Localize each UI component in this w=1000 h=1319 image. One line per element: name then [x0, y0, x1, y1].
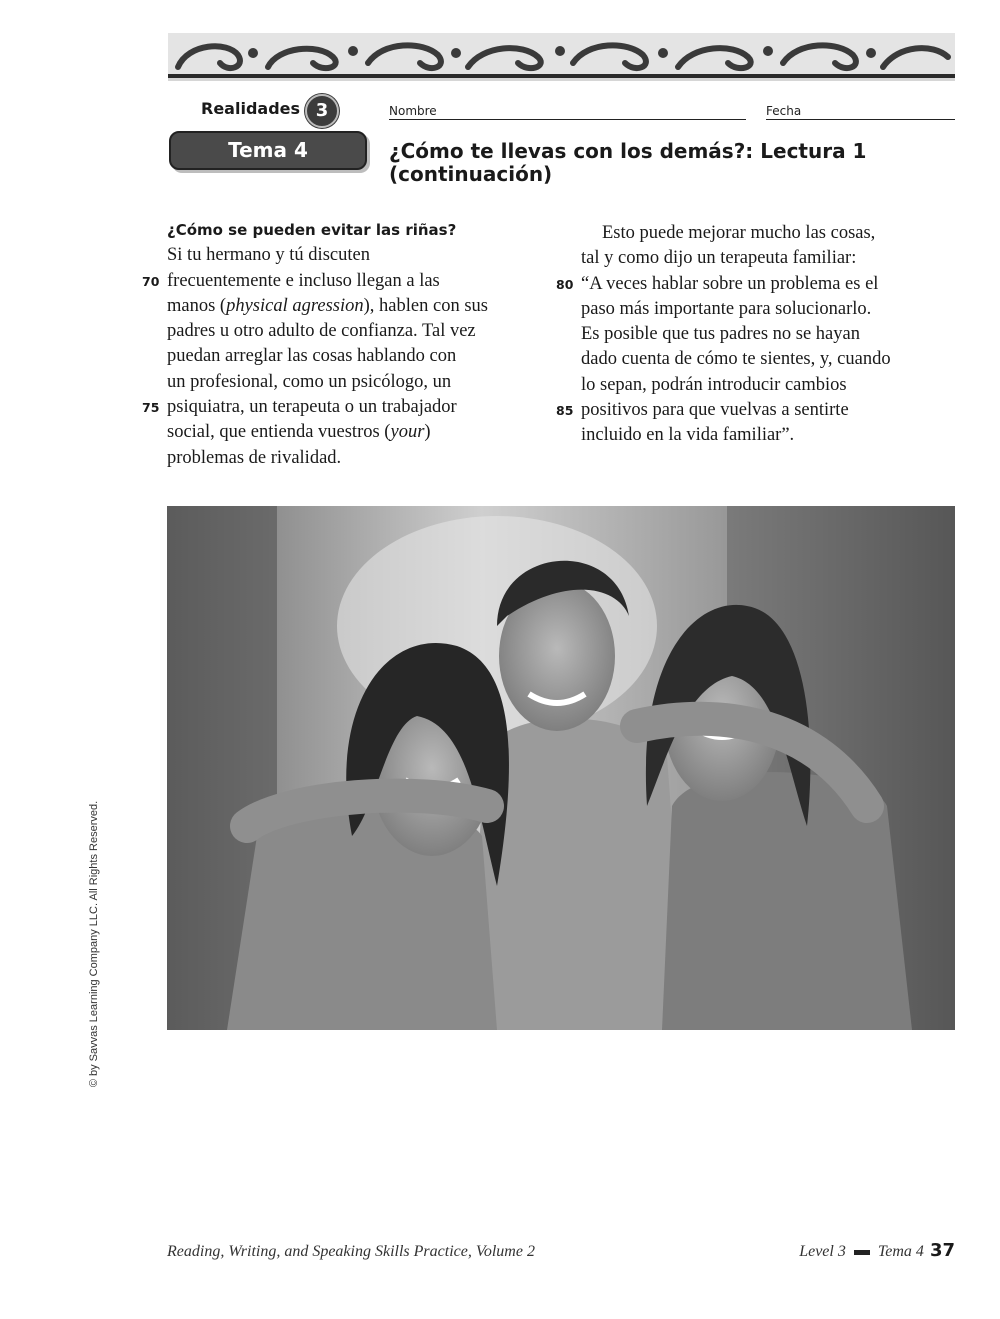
photo-three-teens	[167, 506, 955, 1030]
footer-tema: Tema 4	[877, 1243, 924, 1260]
text-line: social, que entienda vuestros (your)	[167, 422, 431, 443]
text-line: 75 psiquiatra, un terapeuta o un trabajador	[167, 395, 537, 420]
page-number: 37	[929, 1240, 955, 1261]
photo-illustration	[167, 506, 955, 1030]
copyright-notice: © by Savvas Learning Company LLC. All Rights Reserved.	[88, 800, 100, 1088]
text-line: tal y como dijo un terapeuta familiar:	[581, 248, 857, 269]
text-line: manos (physical agression), hablen con sus	[167, 295, 488, 316]
reading-column-right	[556, 221, 956, 449]
text-line: padres u otro adulto de confianza. Tal vez	[167, 321, 476, 342]
reading-column-left	[142, 218, 537, 471]
text-line: Si tu hermano y tú discuten	[167, 245, 370, 266]
text-line: 80 “A veces hablar sobre un problema es el	[581, 272, 956, 297]
page-title	[389, 140, 949, 186]
text-line: 70 frecuentemente e incluso llegan a las	[167, 269, 537, 294]
text-line: Es posible que tus padres no se hayan	[581, 324, 860, 345]
ornament-scroll-icon	[168, 33, 955, 77]
text-line: paso más importante para solucionarlo.	[581, 298, 872, 319]
line-number: 75	[142, 400, 160, 416]
text-line: 85 positivos para que vuelvas a sentirte	[581, 398, 956, 423]
footer-page-info	[799, 1240, 955, 1261]
line-number: 85	[556, 403, 574, 419]
tema-badge: Tema 4	[169, 131, 367, 170]
footer-book-title: Reading, Writing, and Speaking Skills Practice, Volume 2	[167, 1243, 535, 1260]
section-subheading: ¿Cómo se pueden evitar las riñas?	[167, 221, 457, 239]
text-line: dado cuenta de cómo te sientes, y, cuando	[581, 349, 891, 370]
text-line: puedan arreglar las cosas hablando con	[167, 346, 457, 367]
name-label: Nombre	[389, 104, 437, 118]
text-line: lo sepan, podrán introducir cambios	[581, 374, 847, 395]
date-field-line[interactable]	[766, 119, 955, 120]
series-label: Realidades	[201, 99, 301, 118]
text-line: Esto puede mejorar mucho las cosas,	[602, 223, 876, 243]
line-number: 70	[142, 273, 160, 289]
text-line: problemas de rivalidad.	[167, 447, 342, 468]
gloss-physical-agression: physical agression	[226, 295, 364, 316]
gloss-your: your	[390, 422, 425, 443]
text-line: un profesional, como un psicólogo, un	[167, 371, 452, 392]
title-line-1: ¿Cómo te llevas con los demás?: Lectura 1	[389, 139, 867, 163]
footer-level: Level 3	[799, 1243, 846, 1260]
level-badge: 3	[305, 94, 339, 128]
banner-shadow	[168, 78, 955, 81]
text-line: incluido en la vida familiar”.	[581, 425, 795, 446]
date-label: Fecha	[766, 104, 802, 118]
footer-separator	[854, 1250, 870, 1255]
title-line-2: (continuación)	[389, 162, 553, 186]
line-number: 80	[556, 276, 574, 292]
decorative-banner	[168, 33, 955, 77]
name-field-line[interactable]	[389, 119, 746, 120]
